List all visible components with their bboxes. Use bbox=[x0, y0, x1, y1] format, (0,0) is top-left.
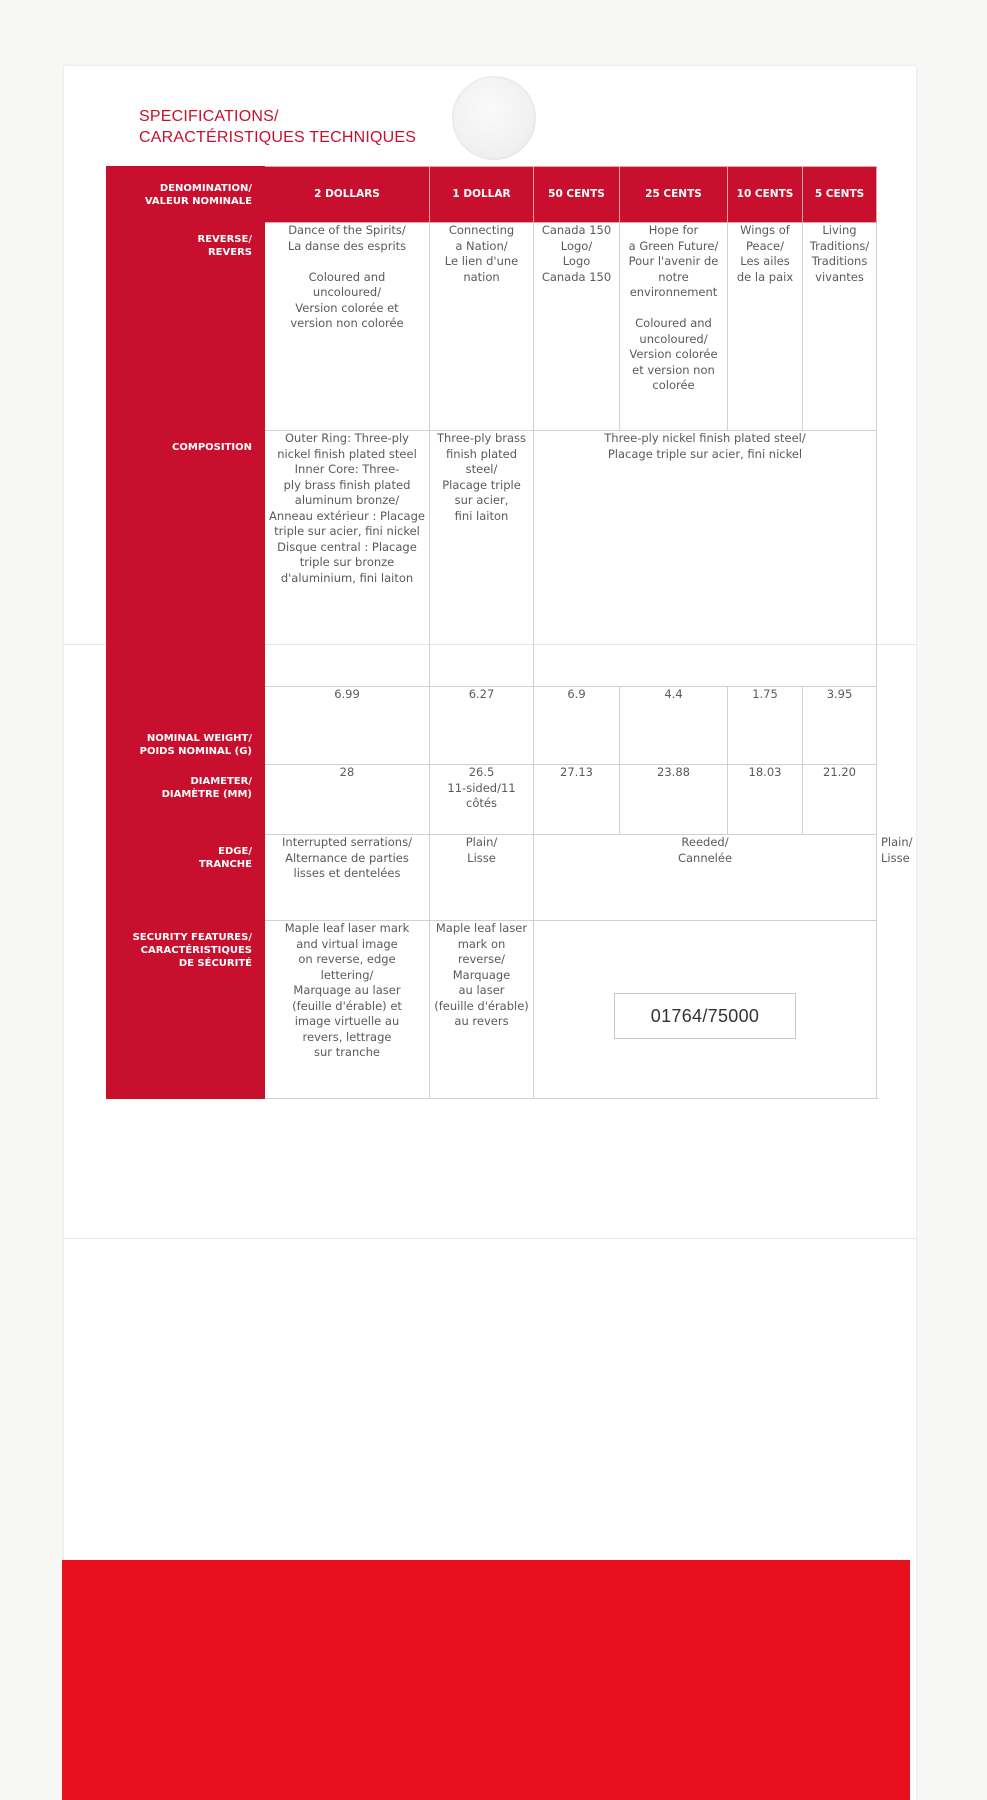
edge-label: EDGE/ TRANCHE bbox=[107, 835, 265, 921]
table-row-diameter bbox=[107, 765, 877, 835]
edge-1-dollar: Plain/ Lisse bbox=[430, 835, 534, 921]
diameter-25-cents: 23.88 bbox=[620, 765, 728, 835]
table-row-denomination bbox=[107, 167, 877, 223]
fold-line bbox=[64, 1238, 916, 1239]
weight-5-cents: 3.95 bbox=[803, 687, 877, 765]
weight-label: NOMINAL WEIGHT/ POIDS NOMINAL (G) bbox=[107, 687, 265, 765]
spec-card bbox=[64, 66, 916, 1800]
diameter-10-cents: 18.03 bbox=[728, 765, 803, 835]
edge-2-dollars: Interrupted serrations/ Alternance de parties lisses et dentelées bbox=[265, 835, 430, 921]
diameter-2-dollars: 28 bbox=[265, 765, 430, 835]
security-1-dollar: Maple leaf laser mark on reverse/ Marquage au laser (feuille d'érable) au revers bbox=[430, 921, 534, 1099]
reverse-label: REVERSE/ REVERS bbox=[107, 223, 265, 431]
column-header-1-dollar: 1 DOLLAR bbox=[430, 167, 534, 223]
column-header-50-cents: 50 CENTS bbox=[534, 167, 620, 223]
reverse-2-dollars: Dance of the Spirits/ La danse des esprits Coloured and uncoloured/ Version colorée et version non colorée bbox=[265, 223, 430, 431]
table-row-composition bbox=[107, 431, 877, 687]
security-2-dollars: Maple leaf laser mark and virtual image on reverse, edge lettering/ Marquage au laser (feuille d'érable) et image virtuelle au revers, lettrage sur tranche bbox=[265, 921, 430, 1099]
table-row-security bbox=[107, 921, 877, 1099]
reverse-10-cents: Wings of Peace/ Les ailes de la paix bbox=[728, 223, 803, 431]
serial-number: 01764/75000 bbox=[614, 993, 796, 1039]
denomination-label: DENOMINATION/ VALEUR NOMINALE bbox=[107, 167, 265, 223]
weight-1-dollar: 6.27 bbox=[430, 687, 534, 765]
weight-2-dollars: 6.99 bbox=[265, 687, 430, 765]
composition-label: COMPOSITION bbox=[107, 431, 265, 687]
reverse-25-cents: Hope for a Green Future/ Pour l'avenir de notre environnement Coloured and uncoloured/ Version colorée et version non colorée bbox=[620, 223, 728, 431]
table-row-weight bbox=[107, 687, 877, 765]
composition-2-dollars: Outer Ring: Three-ply nickel finish plated steel Inner Core: Three- ply brass finish plated aluminum bronze/ Anneau extérieur : Placage triple sur acier, fini nickel Disque central : Placage triple sur bronze d'aluminium, fini laiton bbox=[265, 431, 430, 687]
weight-50-cents: 6.9 bbox=[534, 687, 620, 765]
security-label: SECURITY FEATURES/ CARACTÉRISTIQUES DE SÉCURITÉ bbox=[107, 921, 265, 1099]
red-band bbox=[62, 1560, 910, 1800]
specifications-table bbox=[106, 166, 913, 1099]
edge-reeded-coins: Reeded/ Cannelée bbox=[534, 835, 877, 921]
reverse-1-dollar: Connecting a Nation/ Le lien d'une nation bbox=[430, 223, 534, 431]
weight-10-cents: 1.75 bbox=[728, 687, 803, 765]
column-header-25-cents: 25 CENTS bbox=[620, 167, 728, 223]
column-header-10-cents: 10 CENTS bbox=[728, 167, 803, 223]
composition-other-coins: Three-ply nickel finish plated steel/ Placage triple sur acier, fini nickel bbox=[534, 431, 877, 687]
table-row-edge: EDGE/ TRANCHE Interrupted serrations/ Alternance de parties lisses et dentelées Plain/ Lisse Reeded/ Cannelée Plain/ Lisse bbox=[107, 835, 877, 921]
diameter-5-cents: 21.20 bbox=[803, 765, 877, 835]
table-row-reverse bbox=[107, 223, 877, 431]
reverse-5-cents: Living Traditions/ Traditions vivantes bbox=[803, 223, 877, 431]
diameter-50-cents: 27.13 bbox=[534, 765, 620, 835]
diameter-label: DIAMETER/ DIAMÈTRE (MM) bbox=[107, 765, 265, 835]
column-header-2-dollars: 2 DOLLARS bbox=[265, 167, 430, 223]
composition-1-dollar: Three-ply brass finish plated steel/ Placage triple sur acier, fini laiton bbox=[430, 431, 534, 687]
diameter-1-dollar: 26.5 11-sided/11 côtés bbox=[430, 765, 534, 835]
page-title: SPECIFICATIONS/ CARACTÉRISTIQUES TECHNIQUES bbox=[139, 108, 417, 146]
serial-area bbox=[534, 921, 877, 1099]
weight-25-cents: 4.4 bbox=[620, 687, 728, 765]
column-header-5-cents: 5 CENTS bbox=[803, 167, 877, 223]
hanger-hole bbox=[452, 76, 536, 160]
reverse-50-cents: Canada 150 Logo/ Logo Canada 150 bbox=[534, 223, 620, 431]
